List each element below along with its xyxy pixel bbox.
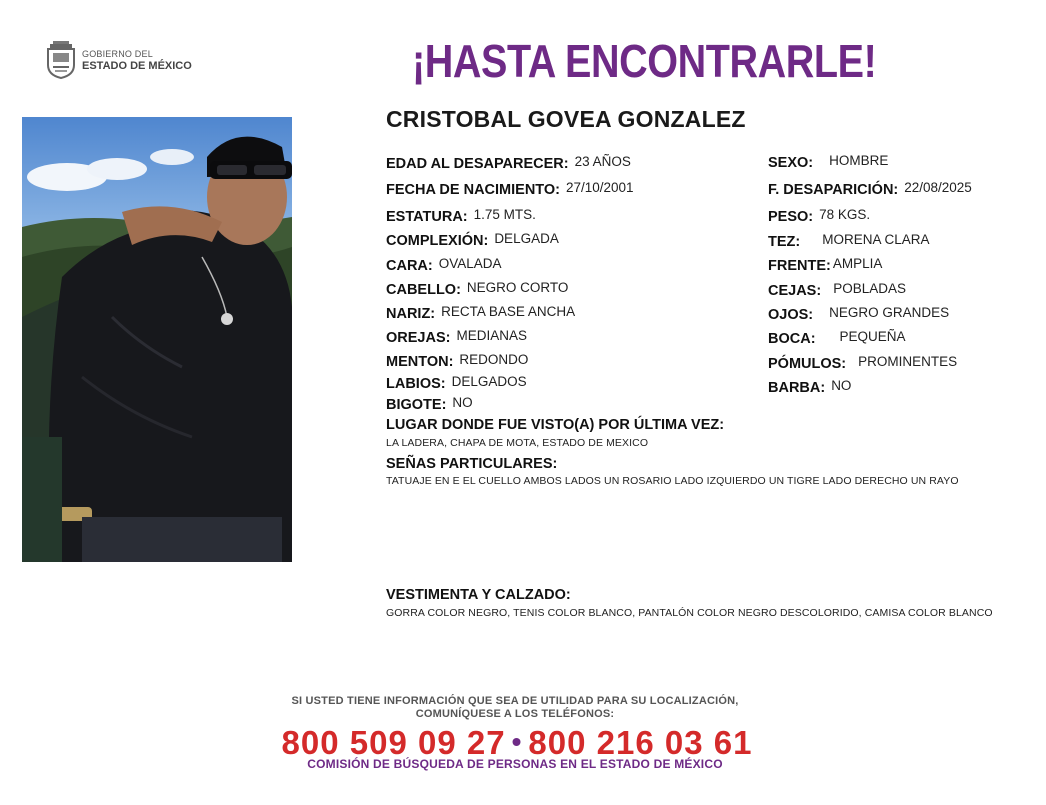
- field-nariz-value: RECTA BASE ANCHA: [441, 304, 576, 319]
- phone-1[interactable]: 800 509 09 27: [281, 724, 506, 761]
- field-orejas-value: MEDIANAS: [456, 328, 527, 343]
- field-peso-label: PESO:: [768, 209, 814, 225]
- field-estatura-value: 1.75 MTS.: [473, 207, 536, 222]
- field-tez-label: TEZ:: [768, 234, 801, 250]
- field-barba-label: BARBA:: [768, 380, 826, 396]
- field-ojos-value: NEGRO GRANDES: [829, 305, 950, 320]
- field-pomulos: [768, 355, 957, 372]
- field-cejas: [768, 282, 906, 299]
- field-cara: [386, 257, 502, 274]
- person-photo: [22, 117, 292, 562]
- field-nacimiento-value: 27/10/2001: [566, 180, 634, 195]
- field-bigote: [386, 396, 473, 413]
- field-cejas-label: CEJAS:: [768, 283, 822, 299]
- last-seen-label: LUGAR DONDE FUE VISTO(A) POR ÚLTIMA VEZ:: [386, 417, 725, 433]
- field-cejas-value: POBLADAS: [833, 281, 906, 296]
- field-estatura-label: ESTATURA:: [386, 209, 468, 225]
- field-cabello: [386, 281, 568, 298]
- field-boca: [768, 330, 906, 347]
- field-pomulos-value: PROMINENTES: [858, 354, 958, 369]
- logo-line-2: ESTADO DE MÉXICO: [82, 60, 192, 72]
- marks-label: SEÑAS PARTICULARES:: [386, 456, 558, 472]
- field-sexo: [768, 154, 888, 171]
- field-labios-value: DELGADOS: [451, 374, 527, 389]
- field-boca-label: BOCA:: [768, 331, 816, 347]
- field-tez: [768, 233, 930, 250]
- field-nacimiento-label: FECHA DE NACIMIENTO:: [386, 182, 560, 198]
- field-edad: [386, 155, 631, 172]
- field-edad-value: 23 AÑOS: [574, 154, 631, 169]
- field-barba: [768, 379, 851, 396]
- logo-line-1: GOBIERNO DEL: [82, 49, 153, 59]
- clothing-value: GORRA COLOR NEGRO, TENIS COLOR BLANCO, PANTALÓN COLOR NEGRO DESCOLORIDO, CAMISA COLOR BLANCO: [386, 607, 993, 619]
- field-sexo-value: HOMBRE: [829, 153, 889, 168]
- field-complexion: [386, 232, 559, 249]
- field-complexion-value: DELGADA: [494, 231, 559, 246]
- field-labios-label: LABIOS:: [386, 376, 446, 392]
- headline: ¡HASTA ENCONTRARLE!: [412, 35, 877, 87]
- field-frente: [768, 257, 882, 274]
- field-peso: [768, 208, 870, 225]
- field-pomulos-label: PÓMULOS:: [768, 356, 847, 372]
- field-nacimiento: [386, 181, 634, 198]
- field-orejas-label: OREJAS:: [386, 330, 451, 346]
- field-menton-value: REDONDO: [459, 352, 529, 367]
- field-sexo-label: SEXO:: [768, 155, 814, 171]
- field-boca-value: PEQUEÑA: [839, 329, 906, 344]
- field-cara-value: OVALADA: [438, 256, 502, 271]
- field-desaparicion: [768, 181, 972, 198]
- field-menton: [386, 353, 528, 370]
- field-desaparicion-value: 22/08/2025: [904, 180, 972, 195]
- footer-info-line-2: COMUNÍQUESE A LOS TELÉFONOS:: [415, 708, 615, 720]
- field-nariz: [386, 305, 575, 322]
- field-frente-label: FRENTE:: [768, 258, 831, 274]
- government-logo: [44, 40, 204, 80]
- field-desaparicion-label: F. DESAPARICIÓN:: [768, 182, 899, 198]
- field-ojos-label: OJOS:: [768, 307, 814, 323]
- field-edad-label: EDAD AL DESAPARECER:: [386, 156, 569, 172]
- field-barba-value: NO: [831, 378, 852, 393]
- field-nariz-label: NARIZ:: [386, 306, 436, 322]
- field-peso-value: 78 KGS.: [819, 207, 871, 222]
- field-menton-label: MENTON:: [386, 354, 454, 370]
- field-bigote-label: BIGOTE:: [386, 397, 447, 413]
- state-coat-of-arms-icon: [44, 41, 78, 79]
- field-frente-value: AMPLIA: [832, 256, 883, 271]
- field-bigote-value: NO: [452, 395, 473, 410]
- marks-value: TATUAJE EN E EL CUELLO AMBOS LADOS UN ROSARIO LADO IZQUIERDO UN TIGRE LADO DERECHO UN RAYO: [386, 475, 959, 487]
- commission-name: COMISIÓN DE BÚSQUEDA DE PERSONAS EN EL ESTADO DE MÉXICO: [307, 757, 723, 771]
- phone-2[interactable]: 800 216 03 61: [528, 724, 753, 761]
- field-orejas: [386, 329, 527, 346]
- phone-separator: •: [511, 726, 523, 757]
- field-complexion-label: COMPLEXIÓN:: [386, 233, 489, 249]
- last-seen-value: LA LADERA, CHAPA DE MOTA, ESTADO DE MEXICO: [386, 437, 649, 449]
- field-cabello-label: CABELLO:: [386, 282, 461, 298]
- clothing-label: VESTIMENTA Y CALZADO:: [386, 587, 571, 603]
- field-estatura: [386, 208, 536, 225]
- footer-info-line-1: SI USTED TIENE INFORMACIÓN QUE SEA DE UTILIDAD PARA SU LOCALIZACIÓN,: [291, 695, 739, 707]
- field-tez-value: MORENA CLARA: [822, 232, 930, 247]
- person-name: CRISTOBAL GOVEA GONZALEZ: [386, 106, 746, 132]
- field-labios: [386, 375, 527, 392]
- field-cabello-value: NEGRO CORTO: [466, 280, 569, 295]
- field-cara-label: CARA:: [386, 258, 433, 274]
- field-ojos: [768, 306, 949, 323]
